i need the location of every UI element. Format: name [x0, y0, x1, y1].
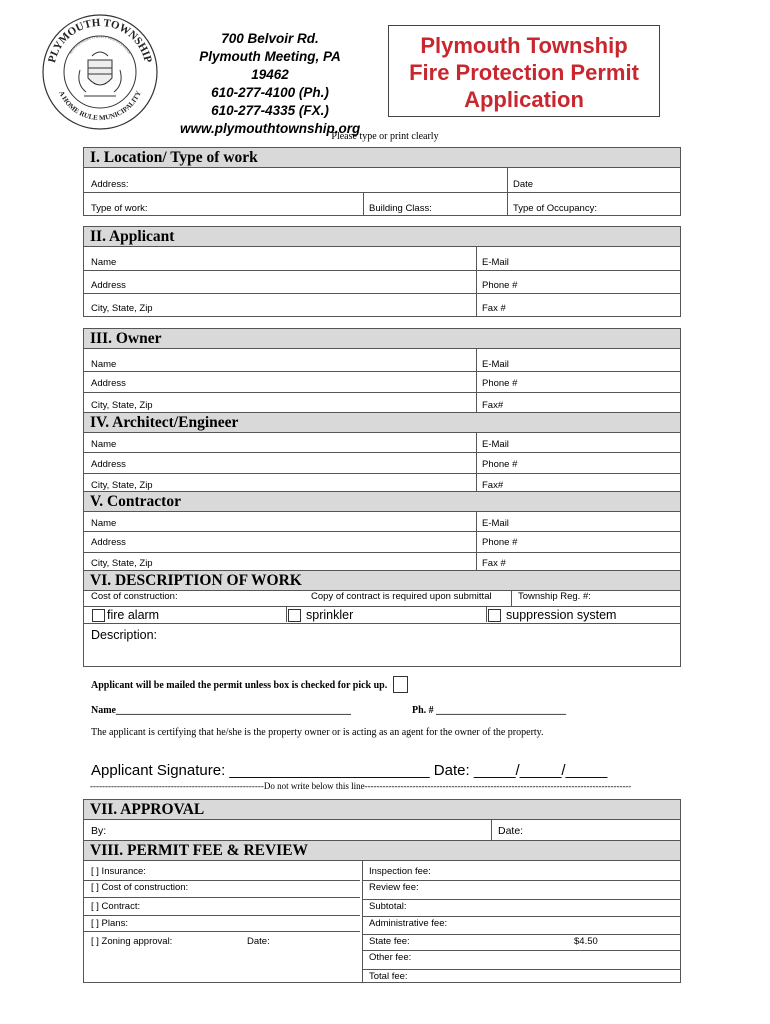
type-of-occupancy-field[interactable]: Type of Occupancy: — [513, 203, 597, 214]
applicant-fax-field[interactable]: Fax # — [482, 303, 506, 314]
fee-review-item[interactable]: [ ] Insurance: — [91, 866, 146, 877]
fee-review-item[interactable]: [ ] Contract: — [91, 901, 141, 912]
type-of-work-field[interactable]: Type of work: — [91, 203, 148, 214]
owner-name-field[interactable]: Name — [91, 359, 117, 370]
pickup-phone-line[interactable]: Ph. # __________________________ — [412, 705, 567, 716]
section-applicant-box — [83, 247, 681, 317]
signature-line[interactable]: Applicant Signature: ________________________ Date: _____/_____/_____ — [91, 762, 608, 779]
township-seal — [40, 12, 160, 132]
applicant-name-field[interactable]: Name — [91, 257, 117, 268]
contractor-fax-field[interactable]: Fax # — [482, 558, 506, 569]
fee-amount-field[interactable]: Subtotal: — [369, 901, 407, 912]
owner-city-field[interactable]: City, State, Zip — [91, 400, 153, 411]
applicant-phone-field[interactable]: Phone # — [482, 280, 518, 291]
architect-address-field[interactable]: Address — [91, 459, 126, 470]
architect-name-field[interactable]: Name — [91, 439, 117, 450]
section-description-box — [83, 591, 681, 667]
fee-amount-field[interactable]: Review fee: — [369, 882, 419, 893]
fee-review-item[interactable]: [ ] Zoning approval: — [91, 936, 173, 947]
section-approval-box — [83, 820, 681, 842]
contractor-email-field[interactable]: E-Mail — [482, 518, 509, 529]
fee-review-item[interactable]: [ ] Cost of construction: — [91, 882, 189, 893]
print-instruction: Please type or print clearly — [331, 131, 439, 142]
section-owner-box — [83, 349, 681, 413]
contractor-name-field[interactable]: Name — [91, 518, 117, 529]
suppression-system-label: suppression system — [506, 608, 617, 622]
section-fee-heading: VIII. PERMIT FEE & REVIEW — [83, 840, 681, 861]
phone-number: 610-277-4100 (Ph.) — [211, 85, 329, 100]
city-state-zip: Plymouth Meeting, PA 19462 — [199, 49, 341, 82]
applicant-address-field[interactable]: Address — [91, 280, 126, 291]
certification-statement: The applicant is certifying that he/she is the property owner or is acting as an agent for the owner of the property. — [91, 727, 544, 738]
sprinkler-label: sprinkler — [306, 608, 354, 622]
suppression-system-checkbox[interactable] — [488, 609, 501, 622]
form-title-box — [388, 25, 660, 117]
svg-text:A HOME RULE MUNICIPALITY: A HOME RULE MUNICIPALITY — [57, 89, 143, 123]
architect-fax-field[interactable]: Fax# — [482, 480, 504, 491]
fee-amount-field[interactable]: Total fee: — [369, 971, 408, 982]
applicant-city-field[interactable]: City, State, Zip — [91, 303, 153, 314]
fee-review-item[interactable]: [ ] Plans: — [91, 918, 128, 929]
section-contractor-box — [83, 512, 681, 572]
architect-phone-field[interactable]: Phone # — [482, 459, 518, 470]
fee-amount-field[interactable]: Administrative fee: — [369, 918, 448, 929]
sprinkler-checkbox[interactable] — [288, 609, 301, 622]
section-location-heading: I. Location/ Type of work — [83, 147, 681, 168]
section-location-box — [83, 168, 681, 216]
contractor-address-field[interactable]: Address — [91, 537, 126, 548]
fee-amount-field[interactable]: State fee: — [369, 936, 410, 947]
section-architect-box — [83, 433, 681, 493]
architect-city-field[interactable]: City, State, Zip — [91, 480, 153, 491]
fax-number: 610-277-4335 (FX.) — [211, 103, 329, 118]
owner-email-field[interactable]: E-Mail — [482, 359, 509, 370]
svg-text:PLYMOUTH TOWNSHIP: PLYMOUTH TOWNSHIP — [46, 16, 154, 65]
section-applicant-heading: II. Applicant — [83, 226, 681, 247]
architect-email-field[interactable]: E-Mail — [482, 439, 509, 450]
building-class-field[interactable]: Building Class: — [369, 203, 432, 214]
state-fee-value: $4.50 — [574, 936, 598, 947]
section-owner-heading: III. Owner — [83, 328, 681, 349]
contractor-phone-field[interactable]: Phone # — [482, 537, 518, 548]
pickup-name-line[interactable]: Name_______________________________________________ — [91, 705, 351, 716]
date-field[interactable]: Date — [513, 179, 534, 190]
approved-by-field[interactable]: By: — [91, 825, 107, 837]
pickup-checkbox[interactable] — [393, 676, 408, 693]
owner-phone-field[interactable]: Phone # — [482, 378, 518, 389]
fire-alarm-checkbox[interactable] — [92, 609, 105, 622]
section-architect-heading: IV. Architect/Engineer — [83, 412, 681, 433]
section-approval-heading: VII. APPROVAL — [83, 799, 681, 820]
section-description-heading: VI. DESCRIPTION OF WORK — [83, 570, 681, 591]
title-line-1: Plymouth Township — [420, 33, 628, 58]
township-address — [180, 30, 360, 138]
section-fee-box — [83, 861, 681, 983]
approval-date-field[interactable]: Date: — [498, 825, 524, 837]
title-line-3: Application — [464, 87, 584, 112]
svg-text:MONTGOMERY COUNTY PENNSYLVANIA: MONTGOMERY COUNTY PENNSYLVANIA — [68, 34, 132, 55]
street-address: 700 Belvoir Rd. — [221, 31, 319, 46]
fee-amount-field[interactable]: Other fee: — [369, 952, 412, 963]
do-not-write-divider: ----------------------------------------------------------Do not write below this line----------------------------------------------------------------------------------------- — [90, 781, 632, 791]
cost-of-construction-field[interactable]: Cost of construction: — [91, 591, 178, 602]
owner-address-field[interactable]: Address — [91, 378, 126, 389]
coat-of-arms-icon — [79, 52, 121, 96]
website-link[interactable]: www.plymouthtownship.org — [180, 121, 361, 136]
applicant-email-field[interactable]: E-Mail — [482, 257, 509, 268]
zoning-date-field[interactable]: Date: — [247, 936, 270, 947]
section-contractor-heading: V. Contractor — [83, 491, 681, 512]
township-reg-field[interactable]: Township Reg. #: — [518, 591, 591, 602]
contract-note: Copy of contract is required upon submittal — [311, 591, 492, 602]
address-field[interactable]: Address: — [91, 179, 129, 190]
description-field[interactable]: Description: — [91, 628, 157, 642]
pickup-note: Applicant will be mailed the permit unless box is checked for pick up. — [91, 680, 388, 691]
fire-alarm-label: fire alarm — [107, 608, 160, 622]
contractor-city-field[interactable]: City, State, Zip — [91, 558, 153, 569]
title-line-2: Fire Protection Permit — [409, 60, 639, 85]
fee-amount-field[interactable]: Inspection fee: — [369, 866, 431, 877]
owner-fax-field[interactable]: Fax# — [482, 400, 504, 411]
